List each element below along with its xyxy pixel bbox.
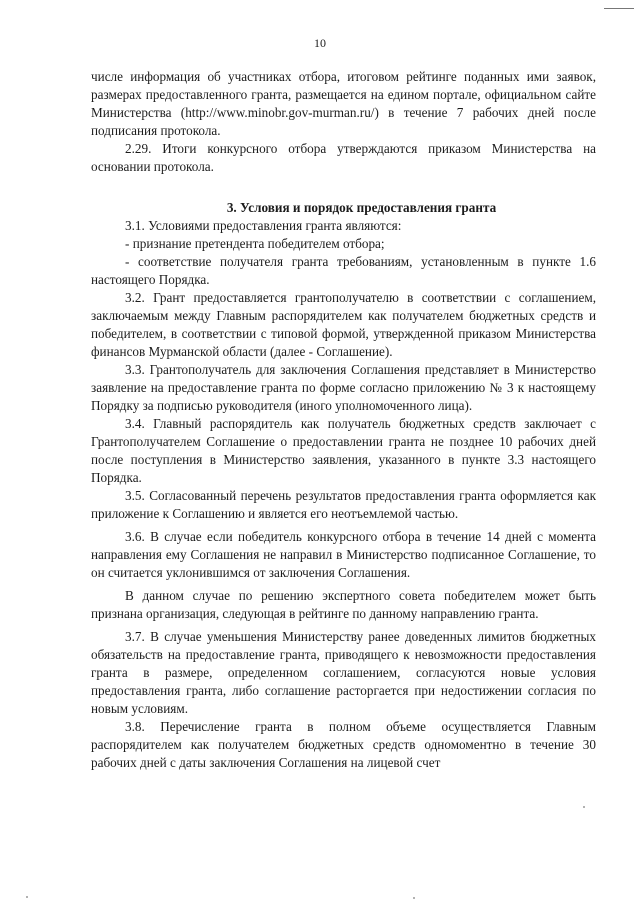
paragraph: 3.7. В случае уменьшения Министерству ранее доведенных лимитов бюджетных обязательств на предоставление гранта, приводящего к невозможности предоставления гранта в размере, определенном соглашением, согласуются новые условия предоставления гранта, либо соглашение расторгается при недостижении согласия по новым условиям. — [91, 629, 596, 716]
scan-artifact-line — [604, 8, 634, 9]
paragraph: 3.3. Грантополучатель для заключения Соглашения представляет в Министерство заявление на предоставление гранта по форме согласно приложению № 3 к настоящему Порядку за подписью руководителя (иного уполномоченного лица). — [91, 362, 596, 413]
list-item: - признание претендента победителем отбора; — [125, 236, 385, 251]
list-item: - соответствие получателя гранта требованиям, установленным в пункте 1.6 настоящего Порядка. — [91, 254, 596, 287]
section-title: 3. Условия и порядок предоставления гранта — [226, 200, 497, 215]
paragraph: 3.2. Грант предоставляется грантополучателю в соответствии с соглашением, заключаемым между Главным распорядителем как получателем бюджетных средств и победителем, в соответствии с типовой формой, утвержденной приказом Министерства финансов Мурманской области (далее - Соглашение). — [91, 290, 596, 359]
paragraph: 3.4. Главный распорядитель как получатель бюджетных средств заключает с Грантополучателем Соглашение о предоставлении гранта не позднее 10 рабочих дней после поступления в Министерство заявления, указанного в пункте 3.3 настоящего Порядка. — [91, 416, 596, 485]
paragraph: В данном случае по решению экспертного совета победителем может быть признана организация, следующая в рейтинге по данному направлению гранта. — [91, 588, 596, 621]
paragraph: 3.5. Согласованный перечень результатов предоставления гранта оформляется как приложение к Соглашению и является его неотъемлемой частью. — [91, 488, 596, 521]
page-number: 10 — [314, 36, 326, 50]
paragraph: 3.6. В случае если победитель конкурсного отбора в течение 14 дней с момента направления ему Соглашения не направил в Министерство подписанное Соглашение, то он считается уклонившимся от заключения Соглашения. — [91, 529, 596, 580]
scan-speck — [26, 896, 28, 898]
scan-speck — [413, 897, 415, 899]
paragraph: числе информация об участниках отбора, итоговом рейтинге поданных ими заявок, размерах предоставленного гранта, размещается на едином портале, официальном сайте Министерства (http://www.minobr.gov-murman.ru/) в течение 7 рабочих дней после подписания протокола. — [91, 69, 596, 138]
scan-speck — [583, 806, 585, 808]
paragraph: 3.1. Условиями предоставления гранта являются: — [125, 218, 402, 233]
document-body — [91, 68, 596, 772]
paragraph: 3.8. Перечисление гранта в полном объеме осуществляется Главным распорядителем как получателем бюджетных средств одномоментно в течение 30 рабочих дней с даты заключения Соглашения на лицевой счет — [91, 719, 596, 770]
paragraph: 2.29. Итоги конкурсного отбора утверждаются приказом Министерства на основании протокола. — [91, 141, 596, 174]
